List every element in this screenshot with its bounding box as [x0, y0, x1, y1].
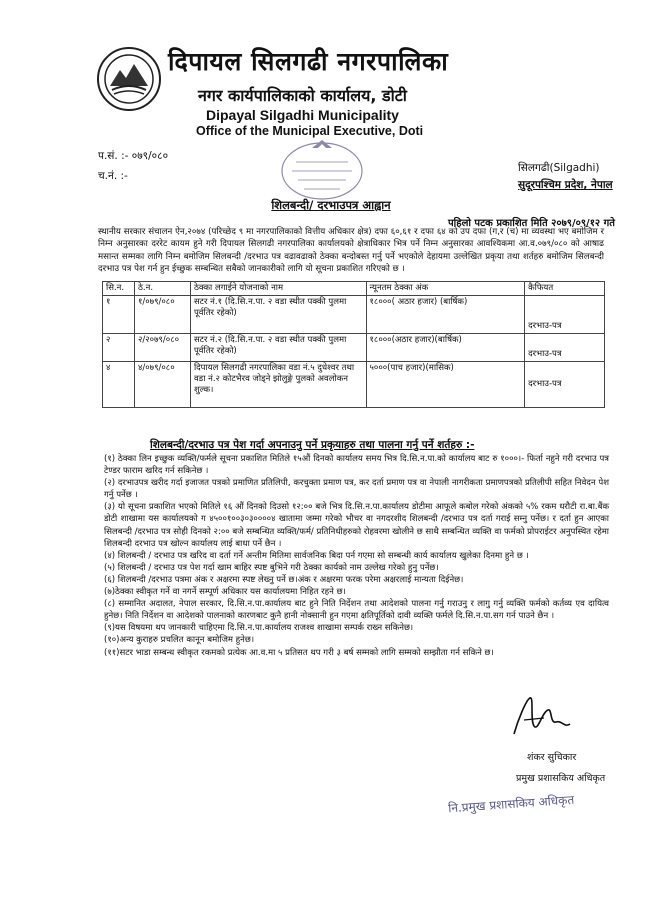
- office-seal: [268, 138, 376, 204]
- condition-item: (१०)अन्य कुराहरु प्रचलित कानून बमोजिम हुनेछ।: [104, 635, 255, 646]
- title-english: Dipayal Silgadhi Municipality: [206, 107, 399, 123]
- intro-paragraph: स्थानीय सरकार संचालन ऐन,२०७४ (परिच्छेद ९ मा नगरपालिकाको वित्तीय अधिकार क्षेत्र) दफा ६०,६१ र दफा ६४ को उप दफा (ग,र (च) मा व्यवस्था भए बमोजिम र निम्न अनुसारका दररेट कायम हुने गरी दिपायल सिलगढी नगरपालिका कार्यालयको क्षेत्राधिकार भित्र पर्ने निम्न अनुसारका आवश्यिकमा आ.व.०७९/०८० को आषाढ मसान्त सम्मका लागि निम्न बमोजिम सिलबन्दी /दरभाउ पत्र वढावढाको ठेक्का बन्दोबस्त गर्नु पर्ने भएकोले देहायमा उल्लेखित प्रकृया तथा शर्तहरु बमोजिम सिलबन्दी दरभाउ पत्र पेश गर्न हुन ईच्छुक सम्बन्धित सबैको जानकारीको लागि यो सूचना प्रकाशित गरिएको छ ।: [98, 227, 604, 275]
- condition-item: (३) यो सूचना प्रकाशित भएको मितिले १६ औं दिनको दिउसो १२:०० बजे भित्र दि.सि.न.पा.कार्यालय डोटीमा आफूले कबोल गरेको अंकको ५% रकम धरौटी रा.बा.बैंक डोटी शाखामा यस कार्यालयको ग ४५००१००३०३००००४ खातामा जम्मा गरेको भौचर वा नगदरशीद शिलबन्दी /दरभाउ पत्र दर्ता गराई सम्नु पर्नेछ। र दर्ता हुन आएका सिलबन्दी /दरभाउ पत्र सोही दिनको २:०० बजे सम्बन्धित व्यक्ति/फर्म/ प्रतिनिधीहरुको रोहवरमा खोलीने छ साथै सम्बन्धित व्यक्ति वा फर्मको प्रोपराईटर अनुपस्थित रहेमा शिलबन्दी दरभाउ पत्र खोल्न कार्यालय लाई बाधा पर्ने छैन ।: [104, 502, 609, 549]
- header-sn: सि.न.: [103, 282, 135, 296]
- subtitle-english: Office of the Municipal Executive, Doti: [196, 124, 424, 138]
- condition-item: (७)ठेक्का स्वीकृत गर्ने वा नगर्ने सम्पूर्ण अधिकार यस कार्यालयमा निहित रहने छ।: [104, 587, 346, 598]
- condition-item: (११)सटर भाडा सम्बन्ध स्वीकृत रकमको प्रत्येक आ.व.मा ५ प्रतिसत थप गरी ३ बर्ष सम्मको लागि सम्मको सम्झौता गर्न सकिने छ।: [104, 647, 494, 658]
- conditions-title: शिलबन्दी/दरभाउ पत्र पेश गर्दा अपनाउनु पर्ने प्रकृयाहरु तथा पालना गर्नु पर्ने शर्तहरु :-: [150, 439, 475, 451]
- row-remark: दरभाउ-पत्र: [525, 334, 605, 362]
- condition-item: (२) दरभाउपत्र खरीद गर्दा इजाजत पत्रको प्रमाणित प्रतिलिपी, करचुक्ता प्रमाण पत्र, कर दर्ता प्रमाण पत्र वा नेपाली नागरीकता प्रमाणपत्रको प्रतिलीपी सहित निवेदन पेश गर्नु पर्नेछ ।: [104, 478, 609, 501]
- header-contract-no: ठे.न.: [134, 282, 190, 296]
- published-date: पहिलो पटक प्रकाशित मिति २०७९/०९/१२ गते: [448, 218, 615, 229]
- condition-item: (१) ठेक्का लिन इच्छुक व्यक्ति/फर्मले सूचना प्रकाशित मितिले १५औं दिनको कार्यालय समय भित्र दि.सि.न.पा.को कार्यालय बाट रु १०००।- फिर्ता नहुने गरी दरभाउ पत्र टेण्डर फाराम खरिद गर्न सकिनेछ ।: [104, 454, 609, 477]
- condition-item: (५) शिलबन्दी / दरभाउ पत्र पेश गर्दा खाम बाहिर स्पष्ट बुभिने गरी ठेक्का कार्यको नाम उल्लेख गरेको हुनु पर्नेछ।: [104, 562, 439, 573]
- row-sn: १: [103, 296, 135, 334]
- row-min-amount: १८०००(अठार हजार)(बार्षिक): [366, 334, 525, 362]
- title-nepali: दिपायल सिलगढी नगरपालिका: [168, 47, 449, 76]
- row-project-name: सटर नं.१ (दि.सि.न.पा. २ वडा स्थीत पक्की पुलमा पूर्वतिर रहेको): [190, 296, 366, 334]
- table-row: [103, 296, 605, 334]
- row-contract-no: ४/०७९/०८०: [134, 362, 190, 408]
- place-city: सिलगढी(Silgadhi): [518, 162, 600, 174]
- condition-item: (४) शिलबन्दी / दरभाउ पत्र खरिद वा दर्ता गर्ने अन्तीम मितिमा सार्वजनिक बिदा पर्न गएमा सो सम्बन्धी कार्य कार्यालय खुलेका दिनमा हुने छ ।: [104, 550, 529, 561]
- condition-item: (६) शिलबन्दी /दरभाउ पत्रमा अंक र अक्षरमा स्पष्ट लेख्नु पर्ने छ।अंक र अक्षरमा फरक परेमा अक्षरलाई मान्यता दिईनेछ।: [104, 574, 464, 585]
- notice-title: शिलबन्दी/ दरभाउपत्र आह्वान: [271, 198, 391, 212]
- table-row: [103, 362, 605, 408]
- row-min-amount: ५०००(पाच हजार)(मासिक): [366, 362, 525, 408]
- header-min-amount: न्यूनतम ठेक्का अंक: [366, 282, 525, 296]
- dispatch-number: च.नं. :-: [98, 170, 128, 182]
- reference-number: प.सं. :- ०७९/०८०: [98, 150, 169, 162]
- row-remark: दरभाउ-पत्र: [525, 362, 605, 408]
- row-project-name: सटर नं.२ (दि.सि.न.पा. २ वडा स्थीत पक्की पुलमा पूर्वतिर रहेको): [190, 334, 366, 362]
- row-sn: २: [103, 334, 135, 362]
- signatory-title: प्रमुख प्रशासकिय अधिकृत: [516, 773, 606, 784]
- table-row: [103, 334, 605, 362]
- row-project-name: दिपायल सिलगढी नगरपालिका वडा नं.५ दुधेश्वर तथा वडा नं.२ कोटभैरव जोड्ने झोलुङ्गे पुलको अवलोकन शुल्क।: [190, 362, 366, 408]
- condition-item: (९)यस विषयमा थप जानकारी चाहिएमा दि.सि.न.पा.कार्यालय राजश्व शाखामा सम्पर्क राख्न सकिनेछ।: [104, 623, 414, 634]
- contract-table: [102, 281, 605, 408]
- table-header-row: [103, 282, 605, 296]
- conditions-list: [104, 453, 609, 659]
- row-sn: ४: [103, 362, 135, 408]
- municipality-logo: [96, 46, 162, 112]
- header-project-name: ठेक्का लगाईने योजनाको नाम: [190, 282, 366, 296]
- place-province: सुदूरपश्चिम प्रदेश, नेपाल: [518, 179, 613, 191]
- designation-stamp: नि.प्रमुख प्रशासकिय अधिकृत: [447, 792, 575, 816]
- row-remark: दरभाउ-पत्र: [525, 296, 605, 334]
- header-remark: कैफियत: [525, 282, 605, 296]
- row-contract-no: १/०७९/०८०: [134, 296, 190, 334]
- condition-item: (८) सम्मानित अदालत, नेपाल सरकार, दि.सि.न.पा.कार्यालय बाट हुने निति निर्देशन तथा आदेशको पालना गर्नु गराउनु र लागु गर्नु व्यक्ति फर्मको कर्तव्य एव दायित्व हुनेछ। निति निर्देशन वा आदेशको पालनाको कारणबाट कुनै हानी नोक्सानी हुन गएमा क्षतिपूर्तिको दावी व्यक्ति फर्मले दि.सि.न.पा.सग गर्न पाउने छैन ।: [104, 599, 609, 622]
- signature-scribble: [504, 690, 574, 746]
- signatory-name: शंकर सुचिकार: [527, 752, 577, 763]
- subtitle-nepali: नगर कार्यपालिकाको कार्यालय, डोटी: [198, 86, 407, 105]
- row-contract-no: २/२०७९/०८०: [134, 334, 190, 362]
- row-min-amount: १८०००( अठार हजार) (बार्षिक): [366, 296, 525, 334]
